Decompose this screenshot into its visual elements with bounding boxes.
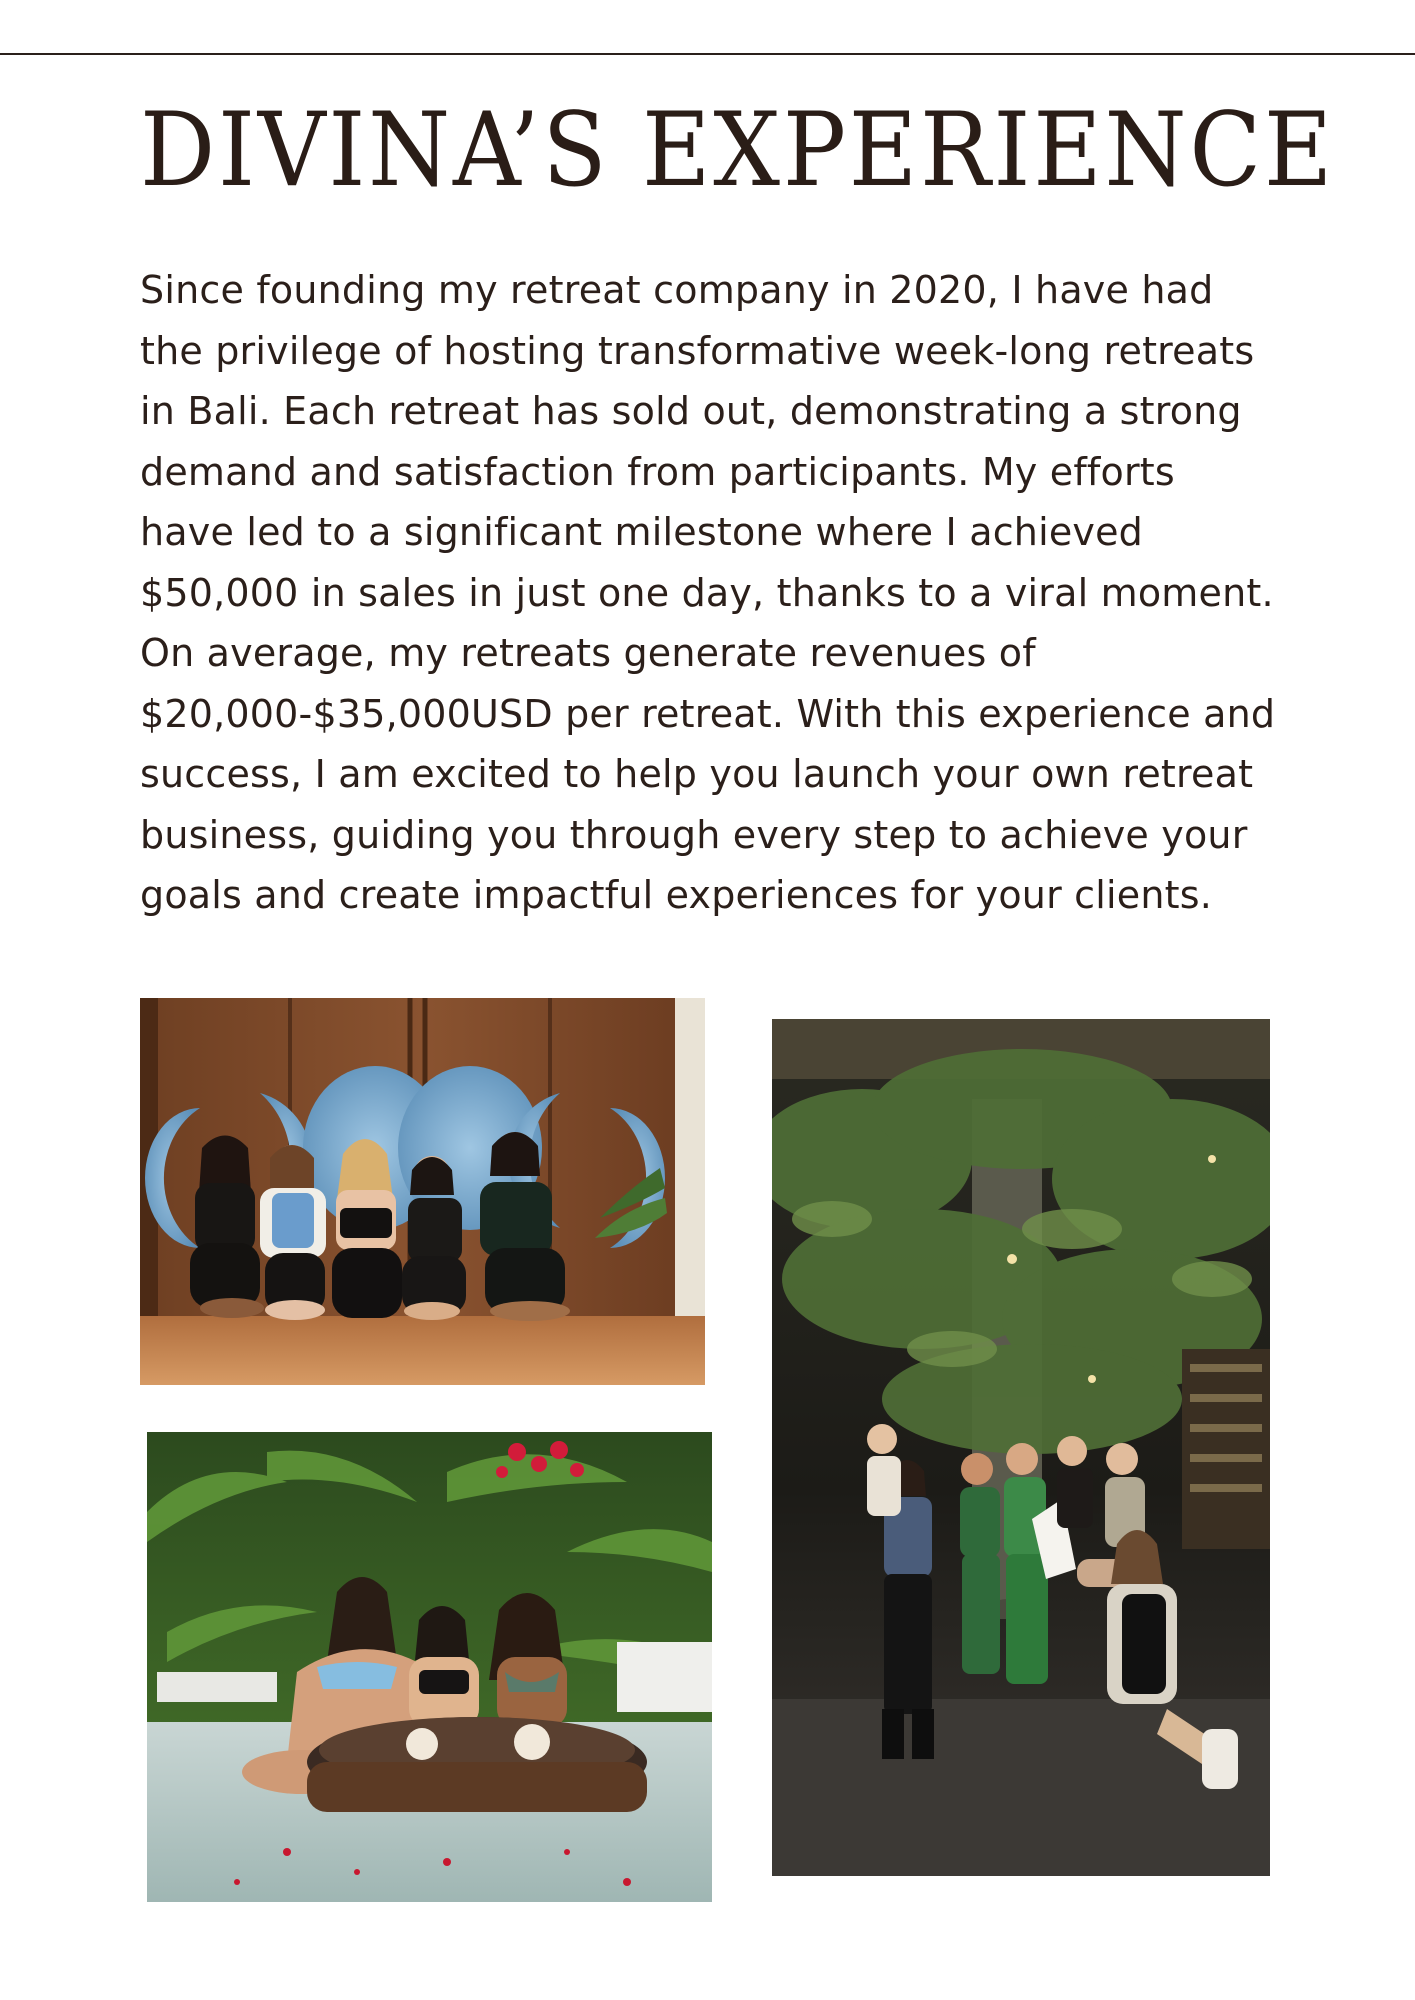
group-photo-studio xyxy=(140,998,705,1385)
page-title: DIVINA’S EXPERIENCE xyxy=(140,91,1336,210)
pool-photo xyxy=(147,1432,712,1902)
top-divider xyxy=(0,53,1415,55)
body-paragraph: Since founding my retreat company in 2020, I have had the privilege of hosting transformative week-long retreats in Bali. Each retreat has sold out, demonstrating a strong demand and satisfaction from participants. My efforts have led to a significant milestone where I achieved $50,000 in sales in just one day, thanks to a viral moment. On average, my retreats generate revenues of $20,000-$35,000USD per retreat. With this experience and success, I am excited to help you launch your own retreat business, guiding you through every step to achieve your goals and create impactful experiences for your clients. xyxy=(140,268,1276,917)
night-tree-photo xyxy=(772,1019,1270,1876)
